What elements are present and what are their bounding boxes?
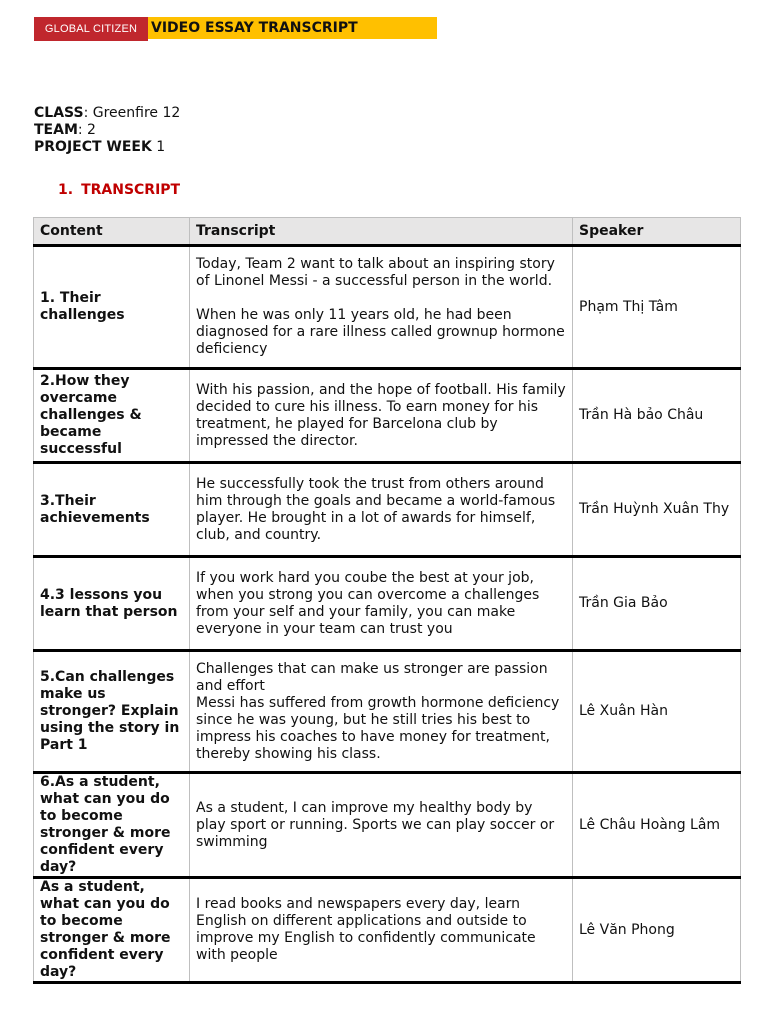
content-cell: 3.Their achievements xyxy=(34,463,190,557)
content-cell: 6.As a student, what can you do to become stronger & more confident every day? xyxy=(34,773,190,878)
table-row xyxy=(34,773,741,878)
week-row xyxy=(34,139,180,156)
week-label: PROJECT WEEK xyxy=(34,139,152,155)
transcript-cell: As a student, I can improve my healthy body by play sport or running. Sports we can play soccer or swimming xyxy=(190,773,573,878)
project-meta xyxy=(34,105,180,156)
table-header-row xyxy=(34,218,741,246)
transcript-table xyxy=(33,217,741,984)
table-row xyxy=(34,463,741,557)
section-number: 1. xyxy=(58,182,74,198)
speaker-cell: Trần Hà bảo Châu xyxy=(573,369,741,463)
header-speaker: Speaker xyxy=(573,218,741,246)
header-transcript: Transcript xyxy=(190,218,573,246)
table-row xyxy=(34,878,741,983)
team-row xyxy=(34,122,180,139)
header-content: Content xyxy=(34,218,190,246)
speaker-cell: Trần Huỳnh Xuân Thy xyxy=(573,463,741,557)
speaker-cell: Lê Xuân Hàn xyxy=(573,651,741,773)
document-title: VIDEO ESSAY TRANSCRIPT xyxy=(148,17,437,39)
content-cell: 5.Can challenges make us stronger? Explain using the story in Part 1 xyxy=(34,651,190,773)
transcript-cell: I read books and newspapers every day, learn English on different applications and outside to improve my English to confidently communicate with people xyxy=(190,878,573,983)
team-label: TEAM xyxy=(34,122,78,138)
speaker-cell: Lê Châu Hoàng Lâm xyxy=(573,773,741,878)
speaker-cell: Lê Văn Phong xyxy=(573,878,741,983)
content-cell: 1. Their challenges xyxy=(34,246,190,369)
class-label: CLASS xyxy=(34,105,84,121)
transcript-cell: Today, Team 2 want to talk about an inspiring story of Linonel Messi - a successful person in the world. When he was only 11 years old, he had been diagnosed for a rare illness called grownup hormone deficiency xyxy=(190,246,573,369)
speaker-cell: Phạm Thị Tâm xyxy=(573,246,741,369)
class-value: : Greenfire 12 xyxy=(83,105,181,121)
transcript-cell: With his passion, and the hope of football. His family decided to cure his illness. To earn money for his treatment, he played for Barcelona club by impressed the director. xyxy=(190,369,573,463)
transcript-cell: If you work hard you coube the best at your job, when you strong you can overcome a challenges from your self and your family, you can make everyone in your team can trust you xyxy=(190,557,573,651)
week-value: 1 xyxy=(151,139,166,155)
content-cell: 2.How they overcame challenges & became successful xyxy=(34,369,190,463)
table-row xyxy=(34,246,741,369)
table-row xyxy=(34,557,741,651)
content-cell: 4.3 lessons you learn that person xyxy=(34,557,190,651)
transcript-cell: Challenges that can make us stronger are passion and effort Messi has suffered from growth hormone deficiency since he was young, but he still tries his best to impress his coaches to have money for treatment, thereby showing his class. xyxy=(190,651,573,773)
speaker-cell: Trần Gia Bảo xyxy=(573,557,741,651)
transcript-cell: He successfully took the trust from others around him through the goals and became a world-famous player. He brought in a lot of awards for himself, club, and country. xyxy=(190,463,573,557)
class-row xyxy=(34,105,180,122)
section-heading xyxy=(58,182,180,198)
table-row xyxy=(34,651,741,773)
team-value: : 2 xyxy=(77,122,96,138)
section-title: TRANSCRIPT xyxy=(81,182,181,198)
content-cell: As a student, what can you do to become stronger & more confident every day? xyxy=(34,878,190,983)
table-row xyxy=(34,369,741,463)
global-citizen-badge: GLOBAL CITIZEN xyxy=(34,17,148,41)
